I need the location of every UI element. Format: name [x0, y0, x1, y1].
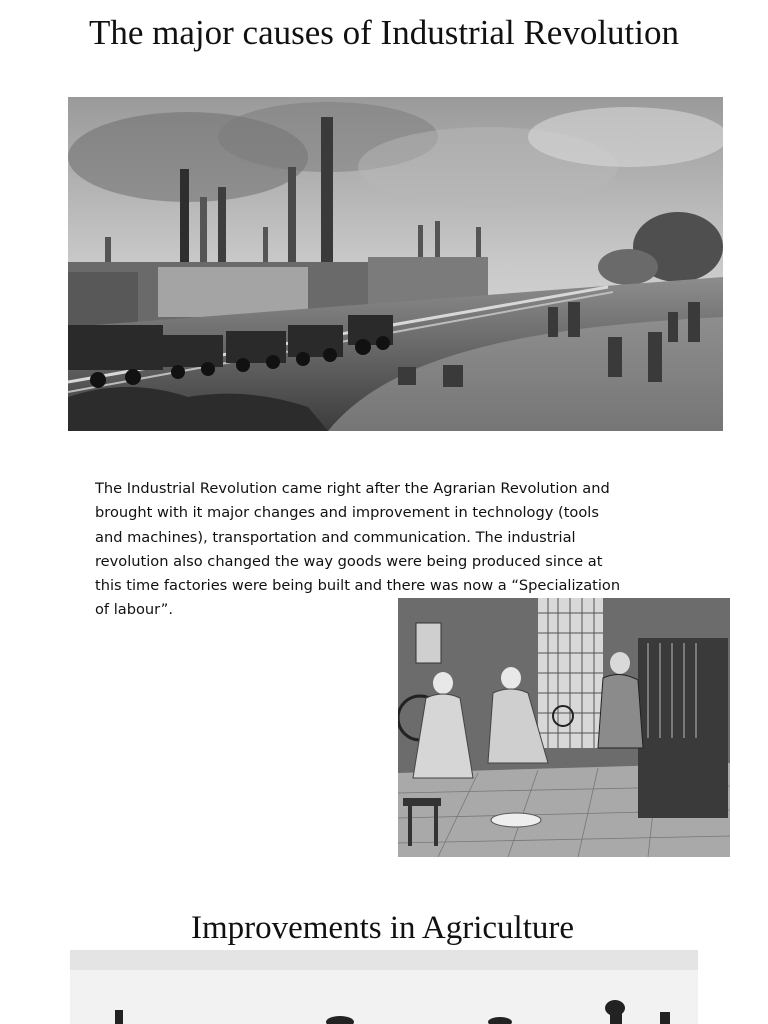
agriculture-engraving — [70, 950, 698, 1024]
factory-town-engraving — [68, 97, 723, 431]
intro-paragraph: The Industrial Revolution came right after the Agrarian Revolution and brought with it major changes and improvement in technology (tools and machines), transportation and communication. The industrial revolution also changed the way goods were being produced since at this time factories were being built and there was now a “Specialization of labour”. — [95, 480, 621, 619]
spinning-workshop-engraving — [398, 598, 730, 857]
section-heading: Improvements in Agriculture — [190, 910, 575, 946]
page-title: The major causes of Industrial Revolution — [89, 13, 679, 52]
